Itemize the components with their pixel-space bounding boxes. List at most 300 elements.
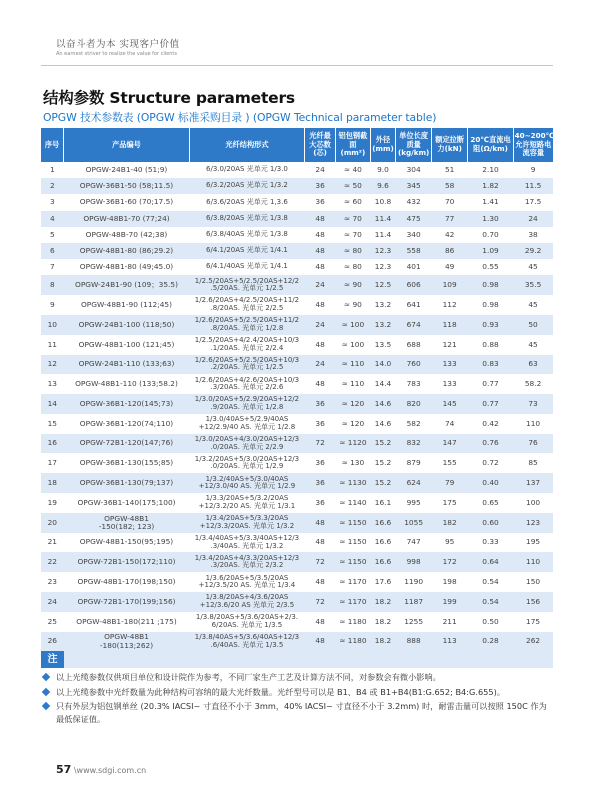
- cell-od: 15.2: [374, 478, 392, 488]
- cell-mass: 624: [406, 478, 421, 488]
- table-row: [41, 493, 553, 513]
- cell-area: ≈ 100: [341, 339, 365, 349]
- footer-url: \www.sdgi.com.cn: [73, 766, 147, 775]
- cell-code: OPGW-24B1-100 (118;50): [78, 319, 175, 329]
- cell-cores: 72: [315, 557, 325, 567]
- cell-area: ≈ 60: [343, 197, 362, 207]
- table-row: [41, 355, 553, 375]
- cell-spec: 6/4.1/40AS 光单元 1/4.1: [206, 262, 288, 271]
- cell-rts: 74: [444, 418, 455, 428]
- cell-code: OPGW-48B1 -150(182; 123): [98, 513, 155, 531]
- cell-cores: 48: [315, 577, 325, 587]
- cell-rts: 70: [444, 197, 455, 207]
- cell-resistance: 1.09: [482, 245, 499, 255]
- col-header-mass: 单位长度质量(kg/km): [396, 128, 431, 162]
- cell-resistance: 0.70: [482, 229, 499, 239]
- cell-area: ≈ 1180: [339, 616, 367, 626]
- cell-area: ≈ 90: [343, 299, 362, 309]
- note-badge: 注: [41, 651, 64, 668]
- cell-area: ≈ 80: [343, 245, 362, 255]
- cell-resistance: 0.98: [482, 299, 499, 309]
- cell-capacity: 156: [526, 596, 541, 606]
- cell-cores: 36: [315, 197, 325, 207]
- diamond-bullet-icon: [42, 687, 50, 695]
- cell-spec: 1/3.8/20AS+4/3.6/20AS +12/3.6/20 AS 光单元 2/3.5: [199, 593, 295, 609]
- cell-spec: 1/2.5/20AS+4/2.4/20AS+10/3 .1/20AS. 光单元 2/2.4: [194, 336, 300, 352]
- table-row: [41, 335, 553, 355]
- cell-capacity: 24: [528, 213, 538, 223]
- cell-area: ≈ 110: [341, 379, 365, 389]
- cell-mass: 1190: [404, 577, 424, 587]
- cell-spec: 6/3.6/20AS 光单元 1,3.6: [206, 197, 288, 206]
- cell-mass: 879: [406, 458, 421, 468]
- header-divider: [41, 65, 553, 66]
- cell-capacity: 45: [528, 339, 538, 349]
- cell-rts: 175: [442, 497, 457, 507]
- col-header-capacity: 40~200℃允许短路电流容量: [513, 128, 553, 162]
- cell-capacity: 110: [526, 418, 541, 428]
- cell-rts: 42: [444, 229, 455, 239]
- diamond-bullet-icon: [42, 673, 50, 681]
- cell-spec: 1/2.6/20AS+5/2.5/20AS+10/3 .2/20AS. 光单元 1/2.5: [194, 355, 300, 372]
- cell-capacity: 85: [528, 458, 538, 468]
- cell-mass: 1055: [404, 517, 424, 527]
- cell-spec: 6/3.2/20AS 光单元 1/3.2: [206, 181, 288, 190]
- cell-resistance: 0.83: [482, 359, 499, 369]
- cell-od: 14.6: [374, 398, 392, 408]
- cell-area: ≈ 1150: [339, 537, 367, 547]
- cell-code: OPGW-48B1-80 (86;29.2): [79, 245, 174, 255]
- note-item: [42, 686, 550, 699]
- cell-no: 6: [49, 245, 55, 255]
- cell-rts: 58: [444, 181, 455, 191]
- cell-area: ≈ 80: [343, 262, 362, 272]
- cell-area: ≈ 70: [343, 229, 362, 239]
- cell-no: 18: [47, 478, 57, 488]
- cell-resistance: 1.30: [482, 213, 499, 223]
- cell-code: OPGW-48B1-90 (112;45): [80, 299, 173, 309]
- cell-od: 14.4: [374, 379, 392, 389]
- cell-capacity: 11.5: [524, 181, 542, 191]
- cell-rts: 109: [442, 280, 457, 290]
- cell-no: 17: [47, 458, 57, 468]
- cell-cores: 24: [315, 359, 325, 369]
- cell-code: OPGW-36B1-50 (58;11.5): [79, 181, 174, 191]
- cell-spec: 1/3.0/20AS+4/3.0/20AS+12/3 .0/20AS. 光单元 2/2.9: [194, 434, 300, 451]
- cell-area: ≈ 50: [343, 181, 362, 191]
- cell-cores: 36: [315, 478, 325, 488]
- table-row: [41, 612, 553, 632]
- cell-od: 12.5: [374, 280, 392, 290]
- cell-no: 14: [47, 398, 57, 408]
- cell-no: 2: [49, 181, 55, 191]
- cell-od: 15.2: [374, 458, 392, 468]
- cell-code: OPGW-48B1 -180(113;262): [99, 632, 154, 650]
- cell-resistance: 0.76: [482, 438, 499, 448]
- cell-capacity: 35.5: [524, 280, 542, 290]
- cell-rts: 112: [442, 299, 457, 309]
- cell-rts: 211: [442, 616, 457, 626]
- cell-no: 26: [47, 636, 57, 646]
- cell-spec: 6/3.8/20AS 光单元 1/3.8: [206, 213, 288, 222]
- cell-capacity: 29.2: [524, 245, 542, 255]
- cell-capacity: 45: [528, 299, 538, 309]
- cell-mass: 1255: [404, 616, 424, 626]
- cell-code: OPGW-72B1-120(147;76): [79, 438, 174, 448]
- cell-area: ≈ 1120: [339, 438, 367, 448]
- cell-od: 16.6: [374, 517, 392, 527]
- cell-od: 11.4: [374, 213, 392, 223]
- table-row: [41, 295, 553, 315]
- cell-no: 11: [47, 339, 57, 349]
- cell-od: 18.2: [374, 616, 392, 626]
- col-header-rts: 额定拉断力(kN): [431, 128, 468, 162]
- cell-cores: 24: [315, 280, 325, 290]
- cell-rts: 49: [444, 262, 455, 272]
- cell-rts: 133: [442, 359, 457, 369]
- table-body: [41, 162, 553, 651]
- cell-code: OPGW-36B1-120(145;73): [79, 398, 174, 408]
- cell-od: 18.2: [374, 596, 392, 606]
- table-row: [41, 194, 553, 210]
- cell-capacity: 17.5: [524, 197, 542, 207]
- cell-mass: 304: [406, 164, 421, 174]
- cell-area: ≈ 40: [343, 164, 362, 174]
- cell-capacity: 76: [528, 438, 538, 448]
- table-row: [41, 243, 553, 259]
- note-bar: [41, 651, 553, 668]
- cell-no: 5: [49, 229, 55, 239]
- table-row: [41, 572, 553, 592]
- cell-area: ≈ 100: [341, 319, 365, 329]
- cell-area: ≈ 1150: [339, 517, 367, 527]
- cell-od: 13.5: [374, 339, 392, 349]
- cell-spec: 6/3.0/20AS 光单元 1/3.0: [206, 165, 288, 174]
- cell-resistance: 1.82: [482, 181, 499, 191]
- cell-rts: 121: [442, 339, 457, 349]
- cell-rts: 77: [444, 213, 455, 223]
- cell-mass: 998: [406, 557, 421, 567]
- cell-spec: 6/3.8/40AS 光单元 1/3.8: [206, 230, 288, 239]
- cell-rts: 198: [442, 577, 457, 587]
- cell-no: 9: [49, 299, 55, 309]
- cell-code: OPGW-48B1-70 (77;24): [83, 213, 170, 223]
- cell-code: OPGW-36B1-130(155;85): [79, 458, 174, 468]
- cell-mass: 832: [406, 438, 421, 448]
- cell-rts: 145: [442, 398, 457, 408]
- cell-code: OPGW-48B-70 (42;38): [85, 229, 168, 239]
- col-header-resistance: 20℃直流电阻(Ω/km): [468, 128, 513, 162]
- cell-od: 13.2: [374, 319, 392, 329]
- cell-cores: 72: [315, 596, 325, 606]
- cell-capacity: 38: [528, 229, 538, 239]
- cell-cores: 48: [315, 262, 325, 272]
- table-row: [41, 275, 553, 295]
- parameter-table: [41, 128, 553, 651]
- cell-spec: 1/3.8/40AS+5/3.6/40AS+12/3 .6/40AS. 光单元 1/3.5: [194, 632, 300, 649]
- cell-code: OPGW-36B1-130(79;137): [79, 478, 174, 488]
- cell-cores: 24: [315, 319, 325, 329]
- cell-no: 4: [49, 213, 55, 223]
- table-row: [41, 552, 553, 572]
- cell-od: 15.2: [374, 438, 392, 448]
- cell-no: 8: [49, 280, 55, 290]
- cell-no: 3: [49, 197, 55, 207]
- cell-capacity: 195: [526, 537, 541, 547]
- cell-cores: 72: [315, 438, 325, 448]
- cell-spec: 1/3.3/20AS+5/3.2/20AS +12/3.2/20 AS. 光单元 1/3.1: [198, 494, 296, 510]
- cell-spec: 1/3.6/20AS+5/3.5/20AS +12/3.5/20 AS. 光单元 1/3.4: [198, 573, 296, 590]
- page-number: 57: [56, 763, 72, 776]
- note-item: [42, 700, 550, 726]
- cell-capacity: 58.2: [524, 379, 542, 389]
- cell-cores: 48: [315, 339, 325, 349]
- cell-no: 12: [47, 359, 57, 369]
- cell-resistance: 1.41: [482, 197, 499, 207]
- cell-cores: 36: [315, 398, 325, 408]
- cell-mass: 783: [406, 379, 421, 389]
- cell-area: ≈ 120: [341, 398, 365, 408]
- cell-capacity: 50: [528, 319, 538, 329]
- header-tagline: [56, 39, 180, 58]
- cell-od: 9.6: [377, 181, 389, 191]
- cell-area: ≈ 70: [343, 213, 362, 223]
- cell-no: 22: [47, 557, 57, 567]
- cell-spec: 1/2.6/20AS+4/2.5/20AS+11/2 .8/20AS. 光单元 2/2.5: [194, 296, 300, 312]
- cell-resistance: 0.54: [482, 596, 499, 606]
- col-header-area: 铝包钢截面(mm²): [336, 128, 370, 162]
- cell-area: ≈ 120: [341, 418, 365, 428]
- cell-resistance: 0.64: [482, 557, 499, 567]
- cell-code: OPGW-48B1-180(211 ;175): [76, 616, 177, 626]
- cell-code: OPGW-48B1-150(95;195): [79, 537, 174, 547]
- cell-rts: 95: [444, 537, 455, 547]
- cell-rts: 79: [444, 478, 455, 488]
- cell-spec: 1/3.2/40AS+5/3.0/40AS +12/3.0/40 AS. 光单元 1/2.9: [198, 474, 296, 491]
- cell-spec: 1/3.8/20AS+5/3.6/20AS+2/3. 6/20AS. 光单元 1/3.5: [195, 613, 299, 629]
- cell-no: 20: [47, 517, 57, 527]
- cell-od: 11.4: [374, 229, 392, 239]
- cell-rts: 51: [444, 164, 455, 174]
- cell-od: 12.3: [374, 262, 392, 272]
- cell-no: 21: [47, 537, 57, 547]
- cell-resistance: 0.77: [482, 398, 499, 408]
- table-row: [41, 227, 553, 243]
- cell-resistance: 0.72: [482, 458, 499, 468]
- cell-capacity: 73: [528, 398, 538, 408]
- cell-spec: 1/3.2/20AS+5/3.0/20AS+12/3 .0/20AS. 光单元 1/2.9: [194, 454, 300, 471]
- cell-mass: 401: [406, 262, 421, 272]
- cell-mass: 340: [406, 229, 421, 239]
- cell-capacity: 9: [530, 164, 536, 174]
- note-text: 只有外层为铝包钢单丝 (20.3% IACSI~ 寸直径不小于 3mm，40% IACSI~ 寸直径不小于 3.2mm) 时，耐雷击量可以按照 150C 作为最低保证值。: [56, 701, 547, 724]
- cell-mass: 747: [406, 537, 421, 547]
- note-item: [42, 671, 550, 684]
- cell-code: OPGW-36B1-140(175;100): [77, 497, 176, 507]
- cell-no: 23: [47, 577, 57, 587]
- cell-od: 18.2: [374, 636, 392, 646]
- table-row: [41, 473, 553, 493]
- cell-od: 13.2: [374, 299, 392, 309]
- cell-code: OPGW-36B1-60 (70;17.5): [79, 197, 174, 207]
- cell-rts: 172: [442, 557, 457, 567]
- cell-area: ≈ 1170: [339, 577, 367, 587]
- cell-resistance: 0.50: [482, 616, 499, 626]
- cell-rts: 113: [442, 636, 457, 646]
- cell-capacity: 150: [526, 577, 541, 587]
- cell-rts: 182: [442, 517, 457, 527]
- diamond-bullet-icon: [42, 702, 50, 710]
- cell-mass: 995: [406, 497, 421, 507]
- cell-rts: 155: [442, 458, 457, 468]
- cell-od: 16.6: [374, 537, 392, 547]
- cell-area: ≈ 1140: [339, 497, 367, 507]
- cell-capacity: 110: [526, 557, 541, 567]
- cell-cores: 48: [315, 229, 325, 239]
- cell-spec: 1/3.0/40AS+5/2.9/40AS +12/2.9/40 AS. 光单元 1/2.8: [198, 415, 296, 431]
- cell-resistance: 0.33: [482, 537, 499, 547]
- note-text: 以上光缆参数中光纤数量为此种结构可容纳的最大光纤数量。光纤型号可以是 B1、B4 或 B1+B4(B1:G.652; B4:G.655)。: [56, 686, 505, 697]
- table-header-row: [41, 128, 553, 162]
- cell-cores: 48: [315, 213, 325, 223]
- cell-resistance: 0.98: [482, 280, 499, 290]
- table-row: [41, 394, 553, 414]
- cell-resistance: 0.54: [482, 577, 499, 587]
- cell-rts: 199: [442, 596, 457, 606]
- cell-mass: 760: [406, 359, 421, 369]
- cell-code: OPGW-72B1-150(172;110): [77, 557, 176, 567]
- table-row: [41, 315, 553, 335]
- cell-spec: 1/2.5/20AS+5/2.5/20AS+12/2 .5/20AS. 光单元 1/2.5: [194, 276, 300, 293]
- table-row: [41, 162, 553, 178]
- cell-no: 10: [47, 319, 57, 329]
- cell-code: OPGW-72B1-170(199;156): [77, 596, 176, 606]
- cell-code: OPGW-48B1-110 (133;58.2): [75, 379, 178, 389]
- cell-spec: 1/3.4/20AS+4/3.3/20AS+12/3 .3/20AS. 光单元 2/3.2: [194, 553, 300, 570]
- cell-resistance: 0.77: [482, 379, 499, 389]
- cell-mass: 606: [406, 280, 421, 290]
- table-row: [41, 632, 553, 652]
- cell-area: ≈ 1180: [339, 636, 367, 646]
- table-title: OPGW 技术参数表 (OPGW 标准采购目录 ) (OPGW Technical parameter table): [43, 111, 437, 124]
- table-row: [41, 259, 553, 275]
- cell-no: 15: [47, 418, 57, 428]
- cell-od: 14.6: [374, 418, 392, 428]
- cell-resistance: 0.60: [482, 517, 499, 527]
- cell-area: ≈ 1150: [339, 557, 367, 567]
- cell-cores: 24: [315, 164, 325, 174]
- cell-resistance: 0.93: [482, 319, 499, 329]
- cell-mass: 345: [406, 181, 421, 191]
- table-row: [41, 178, 553, 194]
- table-row: [41, 434, 553, 454]
- cell-cores: 48: [315, 517, 325, 527]
- table-row: [41, 453, 553, 473]
- cell-capacity: 137: [526, 478, 541, 488]
- cell-area: ≈ 1170: [339, 596, 367, 606]
- cell-capacity: 123: [526, 517, 541, 527]
- cell-no: 1: [49, 164, 55, 174]
- cell-od: 16.6: [374, 557, 392, 567]
- cell-area: ≈ 90: [343, 280, 362, 290]
- cell-od: 17.6: [374, 577, 392, 587]
- col-header-spec: 光纤结构形式: [189, 128, 304, 162]
- tagline-english: An earnest striver to realize the value for clients: [56, 51, 177, 57]
- tagline-chinese: 以奋斗者为本 实现客户价值: [56, 39, 180, 50]
- cell-code: OPGW-48B1-80 (49;45.0): [79, 262, 174, 272]
- cell-spec: 1/3.4/40AS+5/3.3/40AS+12/3 .3/40AS. 光单元 1/3.2: [194, 533, 300, 550]
- cell-mass: 582: [406, 418, 421, 428]
- cell-rts: 133: [442, 379, 457, 389]
- cell-cores: 48: [315, 636, 325, 646]
- cell-cores: 48: [315, 616, 325, 626]
- note-text: 以上光缆参数仅供项目单位和设计院作为参考，不同厂家生产工艺及计算方法不同，对参数会有微小影响。: [56, 672, 441, 682]
- col-header-od: 外径(mm): [370, 128, 396, 162]
- col-header-cores: 光纤最大芯数(芯): [305, 128, 336, 162]
- table-row: [41, 533, 553, 553]
- cell-area: ≈ 110: [341, 359, 365, 369]
- notes-list: [42, 671, 550, 728]
- cell-od: 12.3: [374, 245, 392, 255]
- cell-resistance: 0.42: [482, 418, 499, 428]
- cell-mass: 674: [406, 319, 421, 329]
- cell-mass: 1187: [404, 596, 424, 606]
- cell-code: OPGW-36B1-120(74;110): [79, 418, 174, 428]
- cell-capacity: 262: [526, 636, 541, 646]
- cell-code: OPGW-24B1-90 (109；35.5): [75, 280, 178, 290]
- cell-spec: 1/3.4/20AS+5/3.3/20AS +12/3.3/20AS. 光单元 1/3.2: [199, 514, 295, 530]
- cell-cores: 36: [315, 418, 325, 428]
- cell-rts: 86: [444, 245, 455, 255]
- cell-od: 16.1: [374, 497, 392, 507]
- cell-resistance: 0.65: [482, 497, 499, 507]
- cell-no: 13: [47, 379, 57, 389]
- table-row: [41, 374, 553, 394]
- cell-capacity: 45: [528, 262, 538, 272]
- cell-mass: 820: [406, 398, 421, 408]
- table-row: [41, 211, 553, 227]
- cell-resistance: 0.55: [482, 262, 499, 272]
- table-row: [41, 513, 553, 533]
- cell-cores: 36: [315, 181, 325, 191]
- cell-mass: 888: [406, 636, 421, 646]
- cell-capacity: 175: [526, 616, 541, 626]
- cell-od: 10.8: [374, 197, 392, 207]
- cell-code: OPGW-24B1-40 (51;9): [85, 164, 168, 174]
- cell-mass: 558: [406, 245, 421, 255]
- cell-no: 25: [47, 616, 57, 626]
- page-footer: [56, 763, 146, 776]
- cell-resistance: 0.40: [482, 478, 499, 488]
- cell-cores: 36: [315, 458, 325, 468]
- cell-mass: 432: [406, 197, 421, 207]
- cell-resistance: 0.28: [482, 636, 499, 646]
- cell-rts: 147: [442, 438, 457, 448]
- cell-resistance: 0.88: [482, 339, 499, 349]
- cell-no: 7: [49, 262, 55, 272]
- cell-cores: 36: [315, 497, 325, 507]
- cell-code: OPGW-48B1-100 (121;45): [78, 339, 175, 349]
- cell-no: 24: [47, 596, 57, 606]
- section-title: 结构参数 Structure parameters: [43, 89, 295, 107]
- cell-cores: 48: [315, 299, 325, 309]
- cell-spec: 1/3.0/20AS+5/2.9/20AS+12/2 .9/20AS. 光单元 1/2.8: [194, 395, 300, 411]
- cell-cores: 48: [315, 379, 325, 389]
- cell-area: ≈ 130: [341, 458, 365, 468]
- cell-no: 19: [47, 497, 57, 507]
- cell-mass: 641: [406, 299, 421, 309]
- cell-cores: 48: [315, 537, 325, 547]
